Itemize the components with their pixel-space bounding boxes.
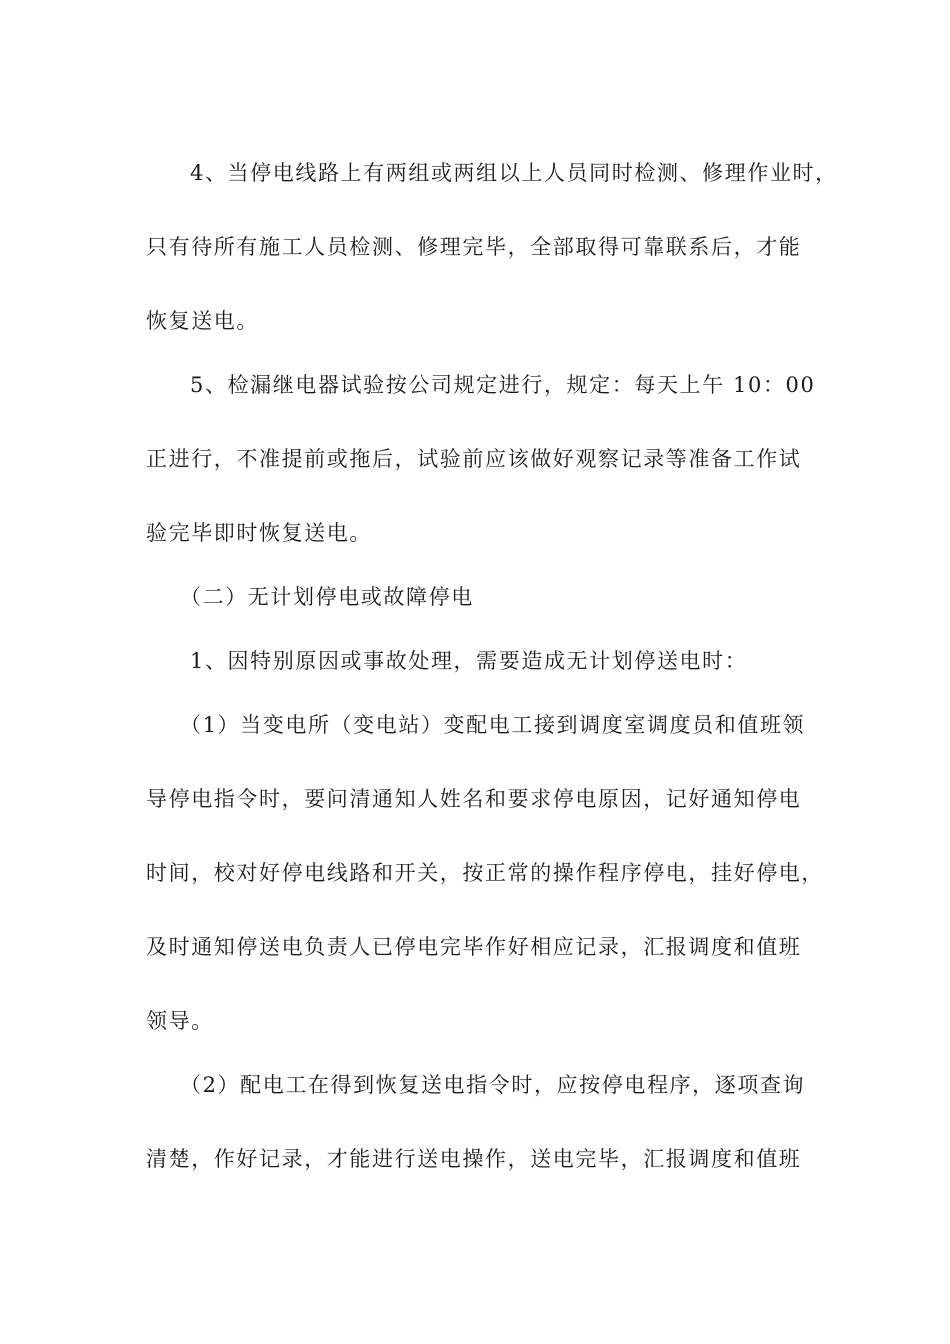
subitem-1-line-2: 导停电指令时，要问清通知人姓名和要求停电原因，记好通知停电 — [146, 787, 802, 811]
paragraph-4-line-1: 4、当停电线路上有两组或两组以上人员同时检测、修理作业时， — [190, 161, 838, 185]
paragraph-4-line-3: 恢复送电。 — [146, 309, 259, 333]
subitem-1-line-5: 领导。 — [146, 1009, 214, 1033]
subitem-1-line-3: 时间，校对好停电线路和开关，按正常的操作程序停电，挂好停电， — [146, 861, 824, 885]
paragraph-5-line-2: 正进行，不准提前或拖后，试验前应该做好观察记录等准备工作试 — [146, 447, 802, 471]
paragraph-5-line-1: 5、检漏继电器试验按公司规定进行，规定：每天上午 10：00 — [190, 373, 816, 397]
paragraph-5-line-3: 验完毕即时恢复送电。 — [146, 521, 372, 545]
subitem-1-line-4: 及时通知停送电负责人已停电完毕作好相应记录，汇报调度和值班 — [146, 935, 802, 959]
paragraph-4-line-2: 只有待所有施工人员检测、修理完毕，全部取得可靠联系后，才能 — [146, 235, 802, 259]
subitem-1-line-1: （1）当变电所（变电站）变配电工接到调度室调度员和值班领 — [180, 713, 806, 737]
subitem-2-line-2: 清楚，作好记录，才能进行送电操作，送电完毕，汇报调度和值班 — [146, 1147, 802, 1171]
section-heading: （二）无计划停电或故障停电 — [180, 585, 474, 609]
item-1-line: 1、因特别原因或事故处理，需要造成无计划停送电时： — [190, 649, 748, 673]
subitem-2-line-1: （2）配电工在得到恢复送电指令时，应按停电程序，逐项查询 — [180, 1073, 806, 1097]
